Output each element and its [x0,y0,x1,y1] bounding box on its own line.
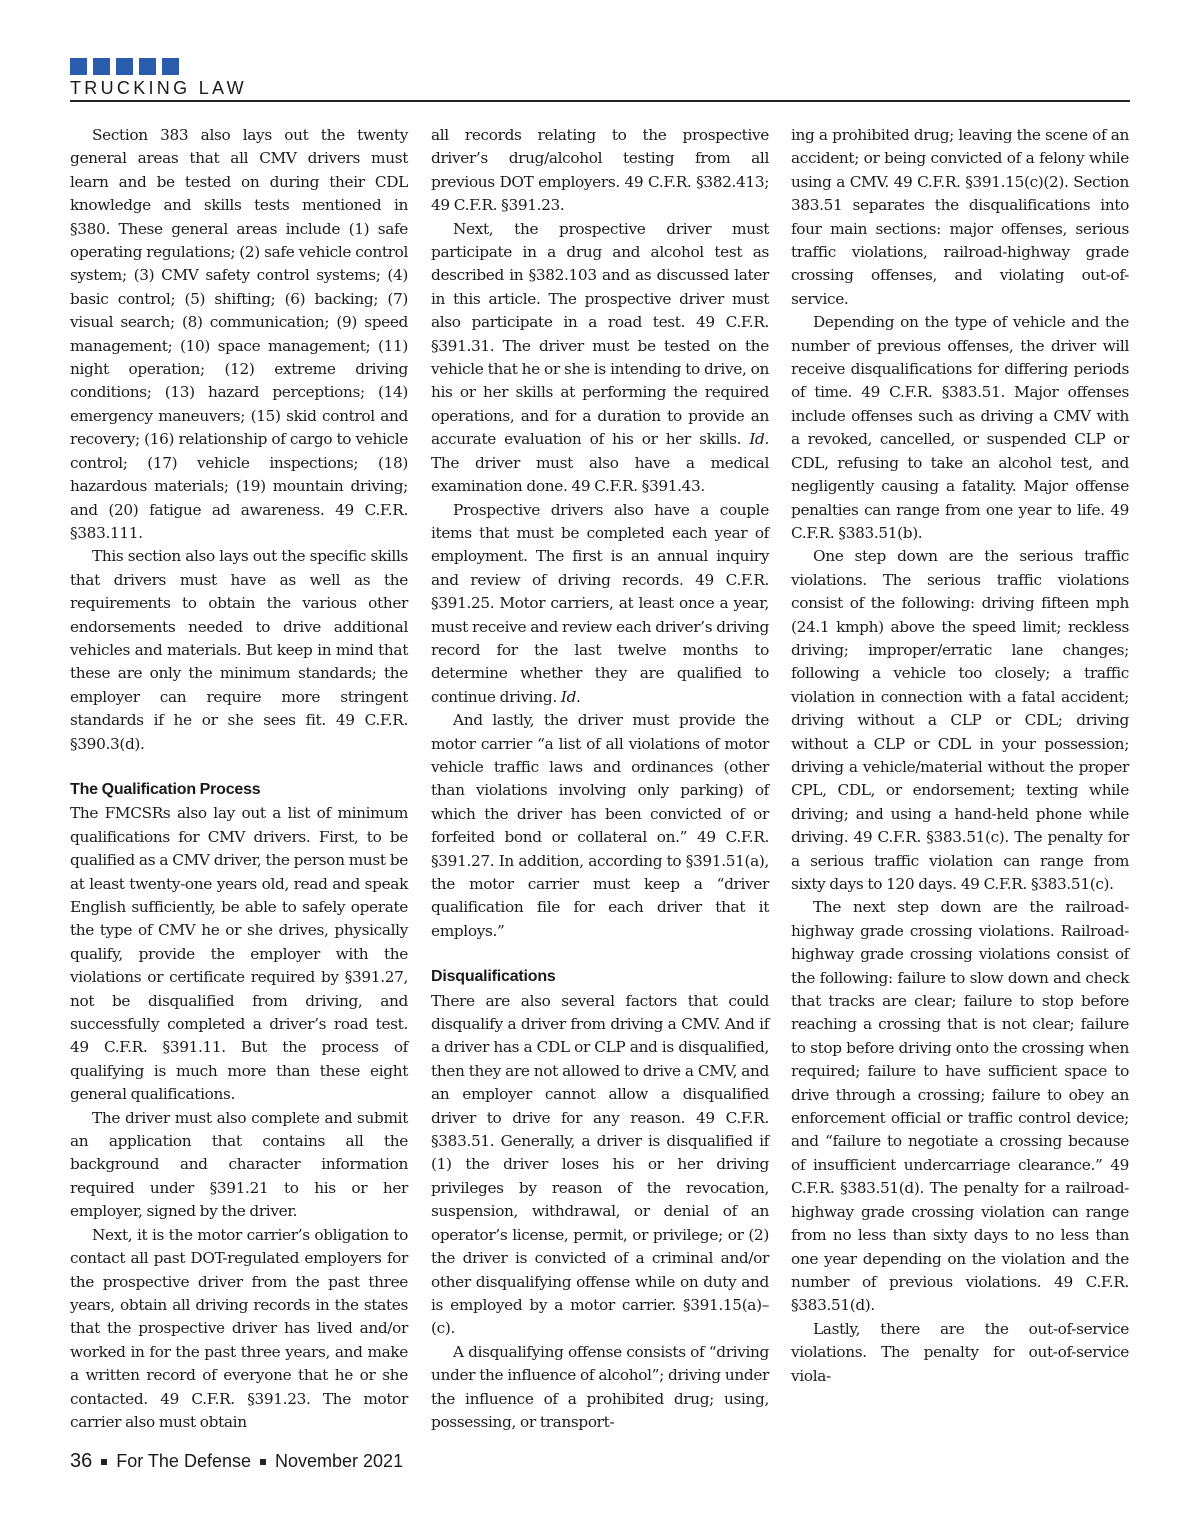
citation-id: Id. [560,687,581,706]
column-1 [70,124,408,1434]
footer-bullet [101,1459,107,1465]
paragraph: all records relating to the prospective driver’s drug/alcohol testing from all previous DOT employers. 49 C.F.R. §382.413; 49 C.F.R. §391.23. [431,126,769,215]
column-3 [791,124,1129,1388]
header-square [116,58,133,75]
paragraph-text: The driver must also have a medical examination done. 49 C.F.R. §391.43. [431,453,769,496]
header-rule [70,100,1130,102]
header-square [162,58,179,75]
paragraph-text: Prospective drivers also have a couple items that must be completed each year of employment. The first is an annual inquiry and review of driving records. 49 C.F.R. §391.25. Motor carriers, at least once a year, must receive and review each driver’s driving record for the last twelve months to determine whether they are qualified to continue driving. [431,500,769,706]
paragraph: Lastly, there are the out-of-service violations. The penalty for out-of-service viola- [791,1319,1129,1385]
paragraph: Next, it is the motor carrier’s obligation to contact all past DOT-regulated employers for the prospective driver from the past three years, obtain all driving records in the states that the prospective driver has lived and/or worked in for the past three years, and make a written record of everyone that he or she contacted. 49 C.F.R. §391.23. The motor carrier also must obtain [70,1225,408,1431]
paragraph [431,499,769,710]
page-number: 36 [70,1450,93,1472]
paragraph: A disqualifying offense consists of “driving under the influence of alcohol”; driving under the influence of a prohibited drug; using, possessing, or transport- [431,1342,769,1431]
header-squares [70,58,179,75]
paragraph: And lastly, the driver must provide the motor carrier “a list of all violations of motor vehicle traffic laws and ordinances (other than violations involving only parking) of which the driver has been convicted of or forfeited bond or collateral on.” 49 C.F.R. §391.27. In addition, according to §391.51(a), the motor carrier must keep a “driver qualification file for each driver that it employs.” [431,711,769,940]
header-square [70,58,87,75]
citation-id: Id. [749,430,769,449]
paragraph: One step down are the serious traffic violations. The serious traffic violations consist of the following: driving fifteen mph (24.1 kmph) above the speed limit; reckless driving; improper/erratic lane changes; following a vehicle too closely; a traffic violation in connection with a fatal accident; driving without a CLP or CDL; driving without a CLP or CDL in your possession; driving a vehicle/material without the proper CPL, CDL, or endorsement; texting while driving; and using a hand-held phone while driving. 49 C.F.R. §383.51(c). The penalty for a serious traffic violation can range from sixty days to 120 days. 49 C.F.R. §383.51(c). [791,547,1129,893]
section-heading: Disqualifications [431,968,556,986]
publication-name: For The Defense [116,1451,251,1471]
page-footer [70,1450,403,1473]
paragraph: Depending on the type of vehicle and the number of previous offenses, the driver will receive disqualifications for differing periods of time. 49 C.F.R. §383.51. Major offenses include offenses such as driving a CMV with a revoked, cancelled, or suspended CLP or CDL, refusing to take an alcohol test, and negligently causing a fatality. Major offense penalties can range from one year to life. 49 C.F.R. §383.51(b). [791,313,1129,542]
paragraph: ing a prohibited drug; leaving the scene of an accident; or being convicted of a felony while using a CMV. 49 C.F.R. §391.15(c)(2). Section 383.51 separates the disqualifications into four main sections: major offenses, serious traffic violations, railroad-highway grade crossing offenses, and violating out-of-service. [791,126,1129,308]
section-label: TRUCKING LAW [70,78,247,98]
paragraph: The FMCSRs also lay out a list of minimum qualifications for CMV drivers. First, to be qualified as a CMV driver, the person must be at least twenty-one years old, read and speak English sufficiently, be able to safely operate the type of CMV he or she drives, physically qualify, provide the employer with the violations or certificate required by §391.27, not be disqualified from driving, and successfully completed a driver’s road test. 49 C.F.R. §391.11. But the process of qualifying is much more than these eight general qualifications. [70,804,408,1104]
paragraph: The next step down are the railroad-highway grade crossing violations. Railroad-highway grade crossing violations consist of the following: failure to slow down and check that tracks are clear; failure to stop before reaching a crossing that is not clear; failure to stop before driving onto the crossing when required; failure to have sufficient space to drive through a crossing; failure to obey an enforcement official or traffic control device; and “failure to negotiate a crossing because of insufficient undercarriage clearance.” 49 C.F.R. §383.51(d). The penalty for a railroad-highway grade crossing violation can range from no less than sixty days to no less than one year depending on the violation and the number of previous violations. 49 C.F.R. §383.51(d). [791,898,1129,1315]
header-square [139,58,156,75]
footer-bullet [260,1459,266,1465]
issue-date: November 2021 [275,1451,404,1471]
section-heading: The Qualification Process [70,780,261,798]
paragraph: There are also several factors that could disqualify a driver from driving a CMV. And if a driver has a CDL or CLP and is disqualified, then they are not allowed to drive a CMV, and an employer cannot allow a disqualified driver to drive for any reason. 49 C.F.R. §383.51. Generally, a driver is disqualified if (1) the driver loses his or her driving privileges by reason of the revocation, suspension, withdrawal, or denial of an operator’s license, permit, or privilege; or (2) the driver is convicted of a criminal and/or other disqualifying offense while on duty and is employed by a motor carrier. §391.15(a)–(c). [431,991,769,1338]
column-2 [431,124,769,1434]
header-square [93,58,110,75]
paragraph-text: Next, the prospective driver must participate in a drug and alcohol test as described in §382.103 and as discussed later in this article. The prospective driver must also participate in a road test. 49 C.F.R. §391.31. The driver must be tested on the vehicle that he or she is intending to drive, on his or her skills at performing the required operations, and for a duration to provide an accurate evaluation of his or her skills. [431,219,769,449]
paragraph: Section 383 also lays out the twenty general areas that all CMV drivers must learn and be tested on during their CDL knowledge and skills tests mentioned in §380. These general areas include (1) safe operating regulations; (2) safe vehicle control system; (3) CMV safety control systems; (4) basic control; (5) shifting; (6) backing; (7) visual search; (8) communication; (9) speed management; (10) space management; (11) night operation; (12) extreme driving conditions; (13) hazard perceptions; (14) emergency maneuvers; (15) skid control and recovery; (16) relationship of cargo to vehicle control; (17) vehicle inspections; (18) hazardous materials; (19) mountain driving; and (20) fatigue ad awareness. 49 C.F.R. §383.111. [70,126,408,542]
paragraph: This section also lays out the specific skills that drivers must have as well as the requirements to obtain the various other endorsements needed to drive additional vehicles and materials. But keep in mind that these are only the minimum standards; the employer can require more stringent standards if he or she sees fit. 49 C.F.R. §390.3(d). [70,547,408,753]
paragraph: The driver must also complete and submit an application that contains all the background and character information required under §391.21 to his or her employer, signed by the driver. [70,1108,408,1221]
paragraph [431,218,769,499]
